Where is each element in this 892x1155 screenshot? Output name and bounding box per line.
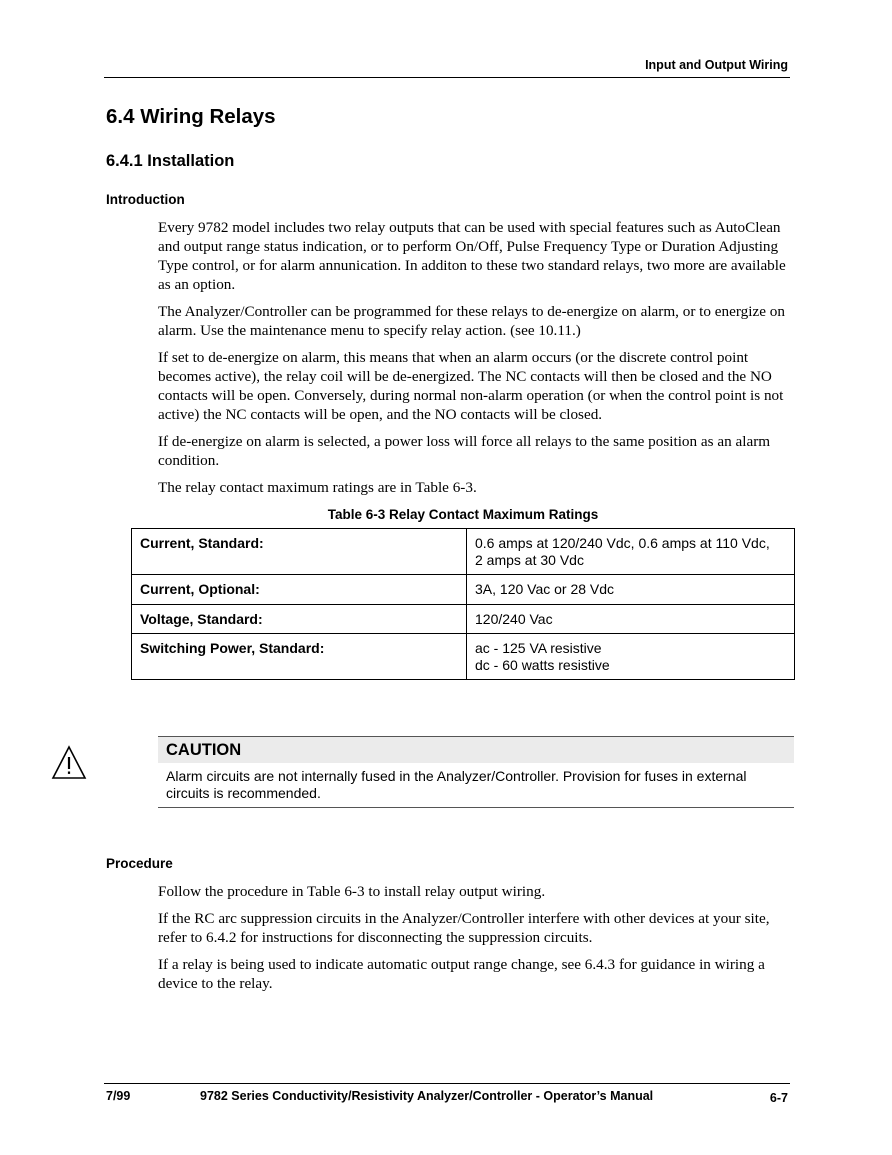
caution-box [158,736,794,808]
table-row-value: 120/240 Vac [467,604,795,634]
footer-manual-title: 9782 Series Conductivity/Resistivity Analyzer/Controller - Operator’s Manual [200,1089,654,1103]
table-caption: Table 6-3 Relay Contact Maximum Ratings [327,507,599,522]
table-row-label: Switching Power, Standard: [132,634,467,680]
caution-title: CAUTION [158,737,794,763]
introduction-label: Introduction [106,192,185,207]
table-row [132,529,795,575]
subsection-heading: 6.4.1 Installation [106,152,235,170]
table-row-label: Current, Optional: [132,575,467,605]
table-row-value: ac - 125 VA resistive dc - 60 watts resistive [467,634,795,680]
intro-paragraph: If de-energize on alarm is selected, a power loss will force all relays to the same position as an alarm condition. [158,433,771,469]
intro-paragraph: Every 9782 model includes two relay outputs that can be used with special features such as AutoClean and output range status indication, or to perform On/Off, Pulse Frequency Type or Duration Adjusting Type control, or for alarm annunication. In additon to these two standard relays, two more are available as an option. [158,219,786,293]
intro-paragraph: The relay contact maximum ratings are in Table 6-3. [158,479,477,496]
table-row-value: 0.6 amps at 120/240 Vdc, 0.6 amps at 110 Vdc, 2 amps at 30 Vdc [467,529,795,575]
ratings-table [131,528,795,680]
table-row-value: 3A, 120 Vac or 28 Vdc [467,575,795,605]
running-header: Input and Output Wiring [645,58,788,72]
intro-paragraph: The Analyzer/Controller can be programmed for these relays to de-energize on alarm, or to energize on alarm. Use the maintenance menu to specify relay action. (see 10.11.) [158,303,785,339]
procedure-paragraph: If the RC arc suppression circuits in the Analyzer/Controller interfere with other devices at your site, refer to 6.4.2 for instructions for disconnecting the suppression circuits. [158,910,770,946]
table-row [132,604,795,634]
procedure-paragraph: Follow the procedure in Table 6-3 to install relay output wiring. [158,883,546,900]
header-rule [104,77,790,78]
table-row [132,634,795,680]
procedure-paragraph: If a relay is being used to indicate automatic output range change, see 6.4.3 for guidance in wiring a device to the relay. [158,956,765,992]
table-row-label: Voltage, Standard: [132,604,467,634]
table-row-label: Current, Standard: [132,529,467,575]
footer-date: 7/99 [106,1089,131,1103]
warning-triangle-icon [51,745,87,781]
intro-paragraph: If set to de-energize on alarm, this means that when an alarm occurs (or the discrete control point becomes active), the relay coil will be de-energized. The NC contacts will then be closed and the NO contacts will be open. Conversely, during normal non-alarm operation (or when the control point is not active) the NC contacts will be open, and the NO contacts will be closed. [158,349,784,423]
procedure-body [158,882,790,1001]
caution-text: Alarm circuits are not internally fused in the Analyzer/Controller. Provision for fuses in external circuits is recommended. [166,768,747,801]
procedure-label: Procedure [106,856,173,871]
footer-rule [104,1083,790,1084]
footer-page-number: 6-7 [769,1091,788,1105]
introduction-body [158,218,790,505]
table-row [132,575,795,605]
section-heading: 6.4 Wiring Relays [106,105,276,128]
